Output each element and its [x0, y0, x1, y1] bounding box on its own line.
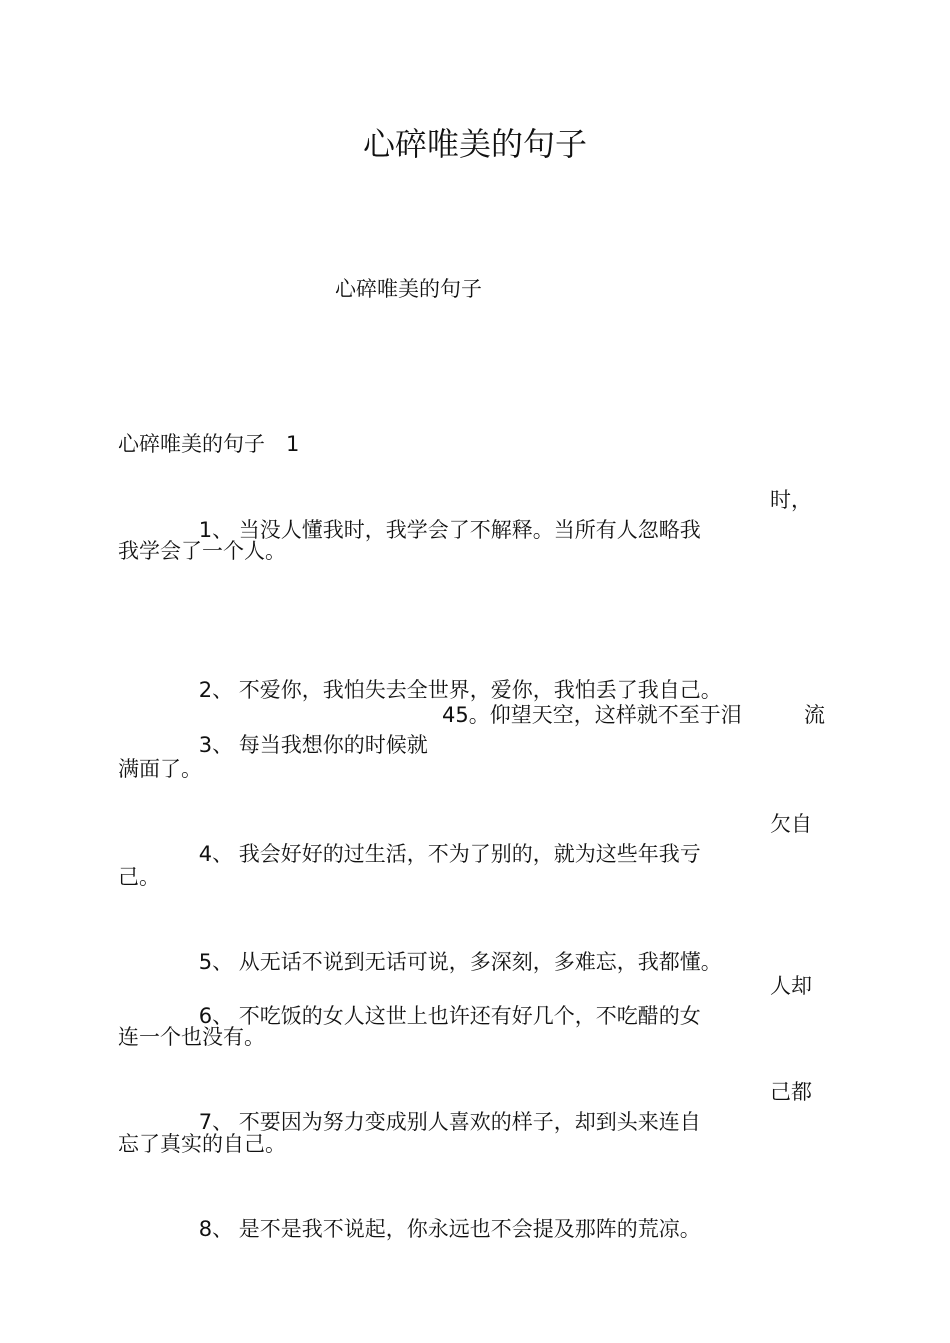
page-title: 心碎唯美的句子 [362, 125, 587, 163]
item-number: 4、 [198, 842, 234, 866]
list-item-1-line-1-end: 时， [770, 488, 812, 512]
list-item-4-line-1-end: 欠自 [770, 812, 812, 836]
item-text: 从无话不说到无话可说，多深刻，多难忘，我都懂。 [238, 950, 722, 974]
item-number: 1、 [198, 518, 234, 542]
item-text: 当没人懂我时，我学会了不解释。当所有人忽略我 [238, 518, 701, 542]
list-item-3-line-1-end: 流 [804, 703, 825, 727]
list-item-4-line-1 [172, 809, 701, 899]
item-number: 3、 [198, 733, 234, 757]
list-item-3-line-1 [172, 700, 428, 790]
list-item-6-line-2: 连一个也没有。 [118, 1025, 265, 1049]
item-text: 不爱你，我怕失去全世界，爱你，我怕丢了我自己。 [238, 678, 722, 702]
list-item-3-line-2: 满面了。 [118, 757, 202, 781]
item-number: 7、 [198, 1110, 234, 1134]
list-item-6-line-1-end: 人却 [770, 974, 812, 998]
item-text: 是不是我不说起，你永远也不会提及那阵的荒凉。 [238, 1217, 701, 1241]
item-number: 2、 [198, 678, 234, 702]
item-text: 不要因为努力变成别人喜欢的样子，却到头来连自 [238, 1110, 701, 1134]
item-number: 6、 [198, 1004, 234, 1028]
item-number: 8、 [198, 1217, 234, 1241]
list-item-3-line-1-mid: 45。仰望天空，这样就不至于泪 [442, 703, 742, 727]
list-item-4-line-2: 己。 [118, 865, 160, 889]
list-item-8-line-1 [172, 1184, 701, 1274]
item-text: 我会好好的过生活，不为了别的，就为这些年我亏 [238, 842, 701, 866]
list-item-1-line-2: 我学会了一个人。 [118, 539, 286, 563]
list-item-7-line-2: 忘了真实的自己。 [118, 1132, 286, 1156]
page-subtitle: 心碎唯美的句子 [335, 277, 482, 301]
list-item-7-line-1-end: 己都 [770, 1080, 812, 1104]
item-number: 5、 [198, 950, 234, 974]
section-heading: 心碎唯美的句子 1 [118, 432, 300, 456]
item-text: 不吃饭的女人这世上也许还有好几个，不吃醋的女 [238, 1004, 701, 1028]
item-text: 每当我想你的时候就 [238, 733, 428, 757]
